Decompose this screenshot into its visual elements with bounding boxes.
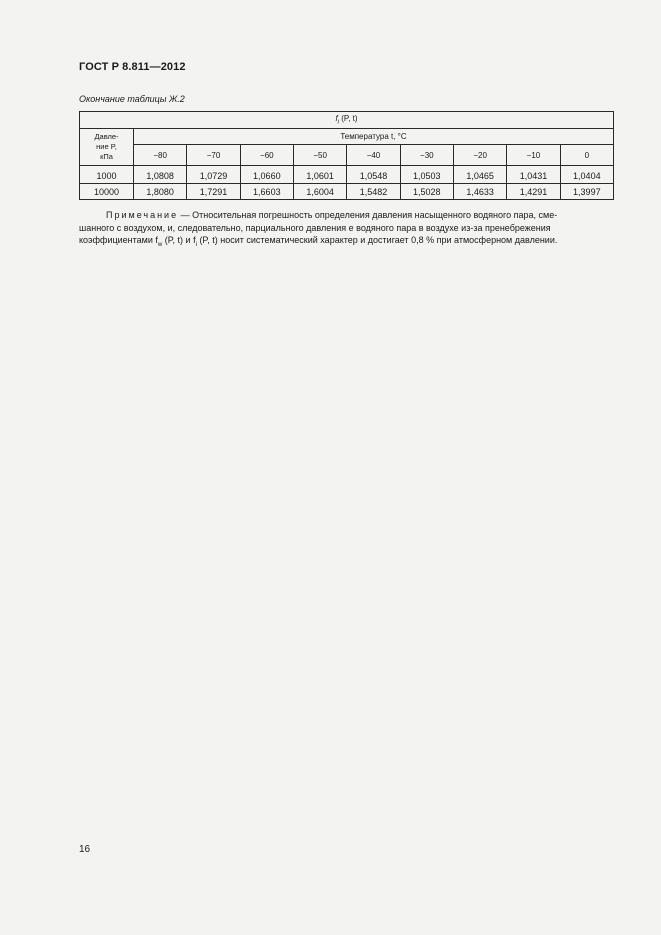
column-header: −30 (400, 145, 453, 166)
title-subscript: i (337, 119, 340, 126)
value-cell: 1,4633 (453, 184, 506, 200)
note-text-3a: коэффициентами f (79, 235, 158, 245)
value-cell: 1,0431 (507, 166, 560, 184)
value-cell: 1,5028 (400, 184, 453, 200)
table-note (79, 209, 614, 251)
document-id: ГОСТ Р 8.811—2012 (79, 61, 186, 73)
note-line-2: шанного с воздухом, и, следовательно, парциального давления e водяного пара в воздухе из-за пренебрежения (79, 222, 551, 233)
value-cell: 1,4291 (507, 184, 560, 200)
value-cell: 1,0601 (293, 166, 346, 184)
temperature-header: Температура t, °С (134, 129, 614, 145)
column-header: −80 (134, 145, 187, 166)
column-header: −20 (453, 145, 506, 166)
page-number: 16 (79, 844, 91, 855)
value-cell: 1,0660 (240, 166, 293, 184)
note-label: Примечание (106, 210, 179, 220)
title-args: (P, t) (341, 114, 358, 124)
table-row (80, 184, 614, 200)
value-cell: 1,0465 (453, 166, 506, 184)
value-cell: 1,6603 (240, 184, 293, 200)
table-row (80, 166, 614, 184)
table-title (80, 112, 614, 129)
value-cell: 1,0503 (400, 166, 453, 184)
value-cell: 1,8080 (134, 184, 187, 200)
row-header-line-2: ние P, (96, 142, 117, 151)
value-cell: 1,7291 (187, 184, 240, 200)
value-cell: 1,0729 (187, 166, 240, 184)
column-header: 0 (560, 145, 613, 166)
value-cell: 1,3997 (560, 184, 613, 200)
value-cell: 1,0808 (134, 166, 187, 184)
pressure-cell: 10000 (80, 184, 134, 200)
table-caption: Окончание таблицы Ж.2 (79, 94, 185, 104)
value-cell: 1,6004 (293, 184, 346, 200)
note-text-1: — Относительная погрешность определения давления насыщенного водяного пара, сме- (178, 210, 558, 220)
note-sub-i: i (195, 241, 197, 248)
column-headers (80, 145, 614, 166)
column-header: −70 (187, 145, 240, 166)
note-text-3c: (P, t) носит систематический характер и достигает 0,8 % при атмосферном давлении. (196, 235, 558, 245)
column-header: −10 (507, 145, 560, 166)
note-line-1 (79, 209, 614, 222)
value-cell: 1,0404 (560, 166, 613, 184)
note-line-3 (79, 234, 614, 251)
data-table (79, 111, 614, 200)
column-header: −40 (347, 145, 400, 166)
note-sub-w: w (157, 241, 163, 248)
row-header-line-3: кПа (100, 152, 113, 161)
value-cell: 1,5482 (347, 184, 400, 200)
column-header: −60 (240, 145, 293, 166)
title-symbol: f (335, 114, 338, 124)
column-header: −50 (293, 145, 346, 166)
row-header (80, 129, 134, 166)
value-cell: 1,0548 (347, 166, 400, 184)
pressure-cell: 1000 (80, 166, 134, 184)
row-header-line-1: Давле- (94, 132, 119, 141)
note-text-3b: (P, t) и f (162, 235, 196, 245)
